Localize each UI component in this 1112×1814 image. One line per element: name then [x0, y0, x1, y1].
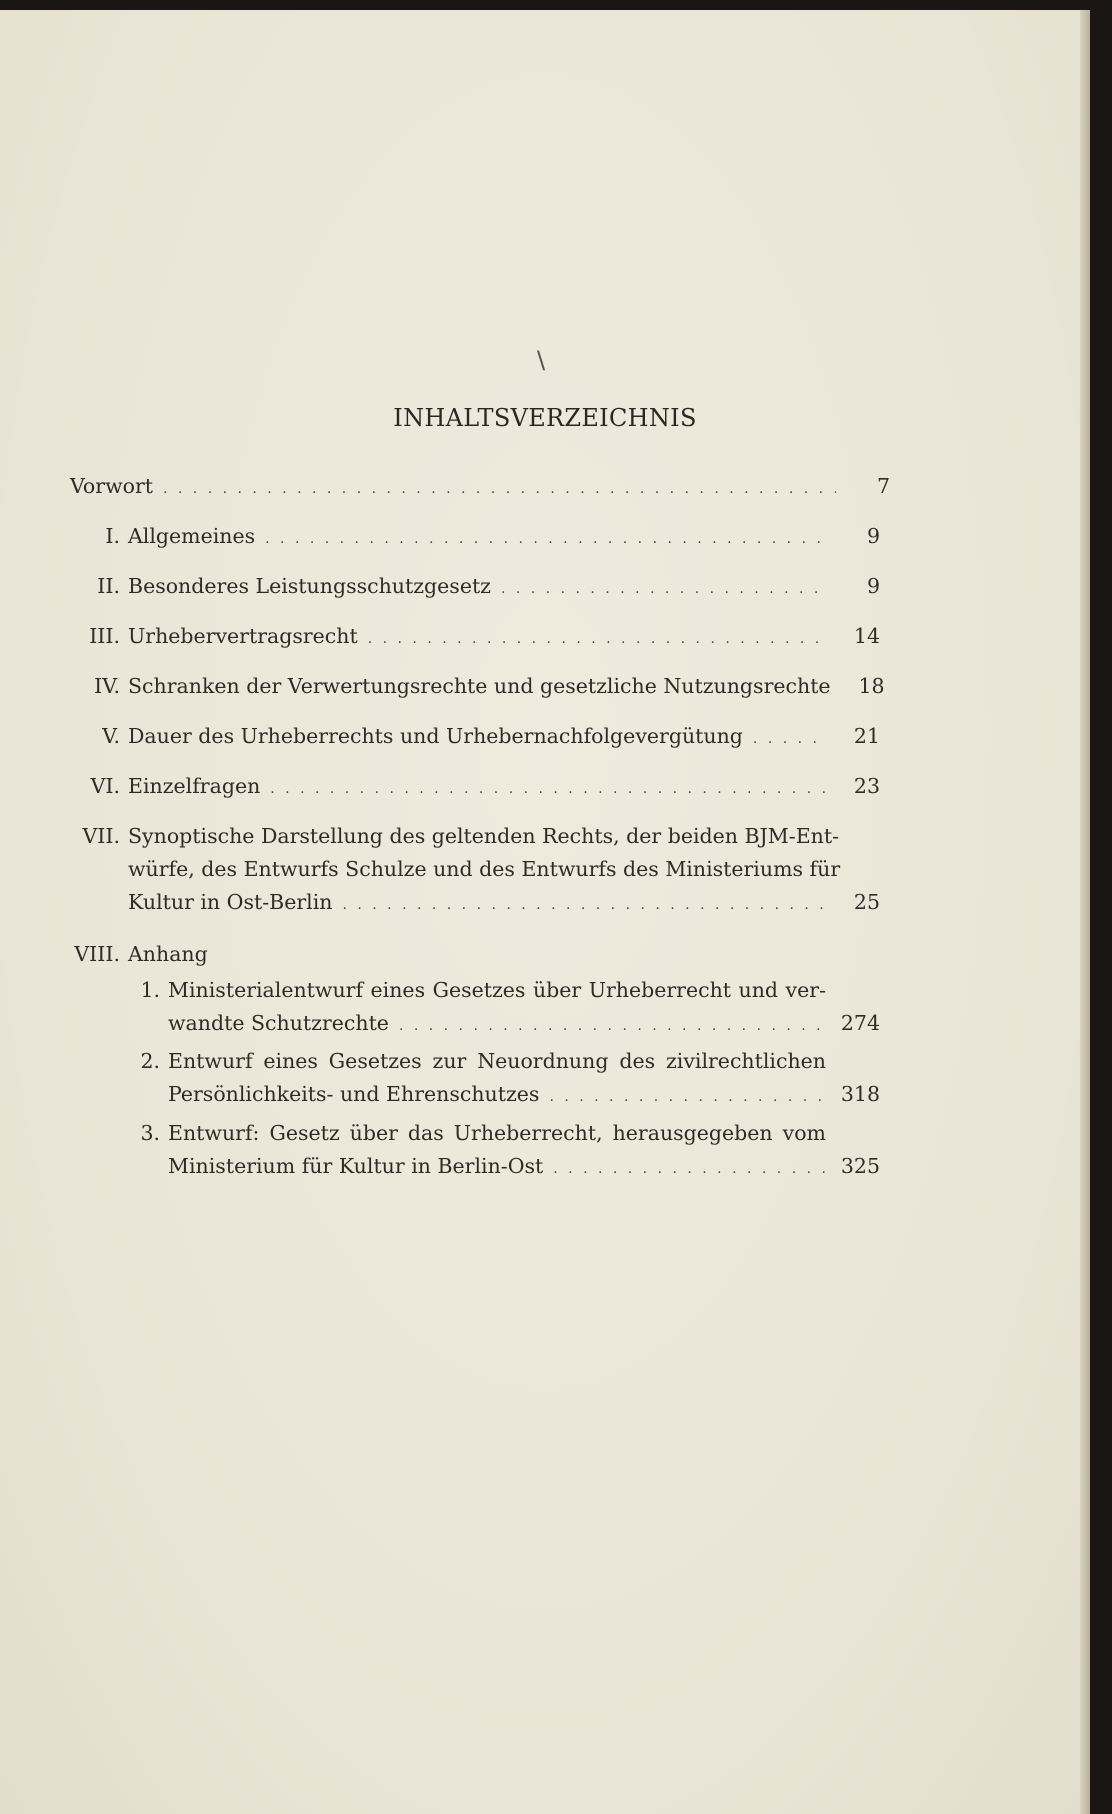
toc-entry-vorwort [70, 470, 890, 506]
toc-entry-line: Synoptische Darstellung des geltenden Rechts, der beiden BJM-Ent- [128, 824, 840, 848]
toc-page-number: 25 [853, 890, 880, 914]
toc-entry-iv [60, 670, 885, 703]
dot-leader [163, 473, 836, 506]
toc-entry-iii [60, 620, 880, 656]
dot-leader [399, 1010, 826, 1043]
toc-entry-number: II. [97, 574, 120, 598]
toc-entry-line: würfe, des Entwurfs Schulze und des Entwurfs des Ministeriums für [128, 857, 841, 881]
toc-entry-v [60, 720, 880, 756]
toc-subentry-number: 2. [140, 1049, 160, 1073]
toc-entry-number: I. [105, 524, 120, 548]
toc-subentry-line: wandte Schutzrechte [168, 1011, 389, 1035]
dot-leader [342, 889, 826, 922]
dot-leader [368, 623, 826, 656]
toc-subentry-2 [60, 1045, 880, 1114]
toc-page-number: 9 [866, 574, 880, 598]
toc-entry-number: IV. [94, 674, 120, 698]
toc-entry-title: Anhang [128, 942, 208, 966]
toc-entry-viii [60, 938, 880, 971]
toc-entry-title: Dauer des Urheberrechts und Urhebernachfolgevergütung [128, 724, 743, 748]
toc-entry-title: Einzelfragen [128, 774, 261, 798]
toc-subentry-line: Entwurf: Gesetz über das Urheberrecht, herausgegeben vom [168, 1121, 826, 1145]
toc-entry-vii [60, 820, 880, 922]
toc-entry-line: Kultur in Ost-Berlin [128, 890, 333, 914]
toc-subentry-number: 3. [140, 1121, 160, 1145]
toc-entry-title: Besonderes Leistungsschutzgesetz [128, 574, 491, 598]
toc-subentry-1 [60, 974, 880, 1043]
toc-entry-ii [60, 570, 880, 606]
toc-page-number: 21 [853, 724, 880, 748]
toc-page-number: 325 [840, 1154, 880, 1178]
toc-entry-number: VII. [82, 824, 120, 848]
dot-leader [549, 1081, 826, 1114]
toc-subentry-number: 1. [140, 978, 160, 1002]
toc-entry-number: VI. [90, 774, 120, 798]
toc-entry-number: III. [89, 624, 120, 648]
toc-entry-vi [60, 770, 880, 806]
toc-page-number: 274 [840, 1011, 880, 1035]
dot-leader [265, 523, 826, 556]
toc-page-number: 7 [876, 474, 890, 498]
pencil-mark: \ [537, 346, 546, 374]
toc-entry-title: Allgemeines [128, 524, 256, 548]
toc-page-number: 9 [866, 524, 880, 548]
dot-leader [753, 723, 826, 756]
toc-entry-number: V. [102, 724, 120, 748]
toc-entry-title: Urhebervertragsrecht [128, 624, 358, 648]
toc-page-number: 18 [858, 674, 885, 698]
toc-subentry-line: Ministerialentwurf eines Gesetzes über Urheberrecht und ver- [168, 978, 826, 1002]
dot-leader [553, 1153, 826, 1186]
toc-entry-title: Schranken der Verwertungsrechte und gesetzliche Nutzungsrechte [128, 674, 831, 698]
toc-subentry-line: Entwurf eines Gesetzes zur Neuordnung des zivilrechtlichen [168, 1049, 826, 1073]
toc-subentry-line: Ministerium für Kultur in Berlin-Ost [168, 1154, 544, 1178]
toc-entry-i [60, 520, 880, 556]
toc-subentry-3 [60, 1117, 880, 1186]
toc-subentry-line: Persönlichkeits- und Ehrenschutzes [168, 1082, 540, 1106]
toc-page-number: 23 [853, 774, 880, 798]
page-title: INHALTSVERZEICHNIS [393, 404, 697, 432]
toc-entry-title: Vorwort [70, 474, 153, 498]
dot-leader [501, 573, 826, 606]
toc-page-number: 318 [840, 1082, 880, 1106]
toc-page-number: 14 [853, 624, 880, 648]
dot-leader [270, 773, 826, 806]
toc-entry-number: VIII. [74, 942, 120, 966]
